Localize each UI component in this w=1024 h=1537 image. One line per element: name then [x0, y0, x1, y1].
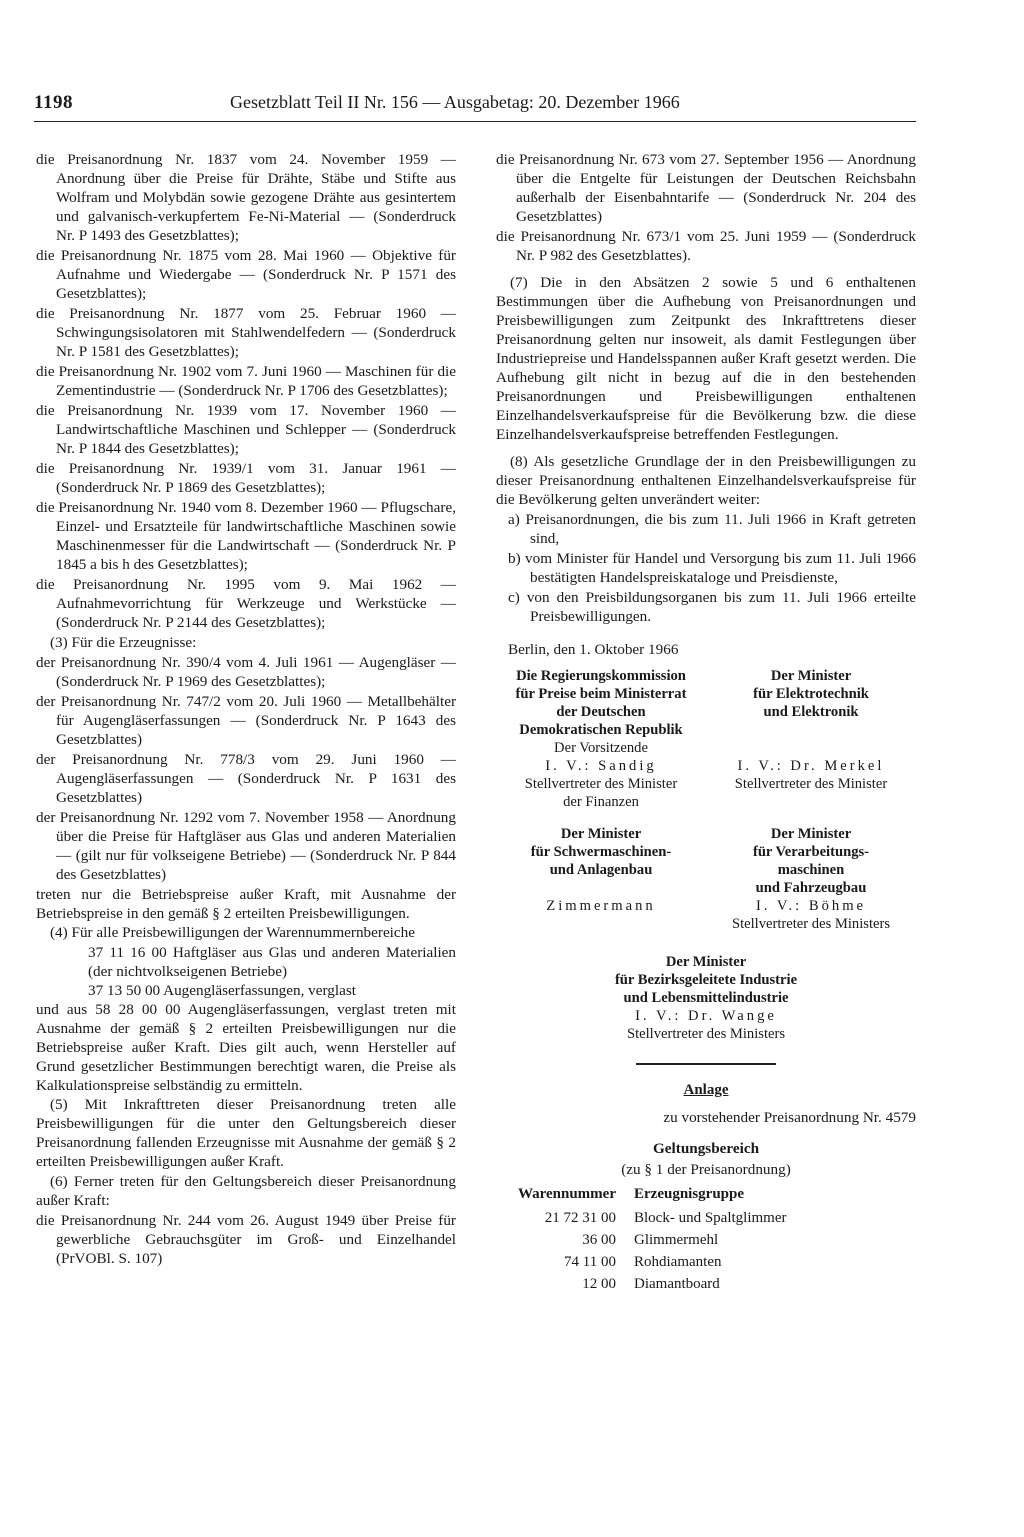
- signatory-org: Die Regierungskommission: [516, 668, 686, 684]
- list-item: die Preisanordnung Nr. 1875 vom 28. Mai 1960 — Objektive für Aufnahme und Wiedergabe — (Sonderdruck Nr. P 1571 des Gesetzblattes);: [36, 247, 456, 302]
- right-column: [496, 150, 916, 1296]
- annex-title: Anlage: [683, 1082, 729, 1098]
- annex-reference: zu vorstehender Preisanordnung Nr. 4579: [663, 1109, 916, 1126]
- paragraph-3-end: treten nur die Betriebspreise außer Kraft, mit Ausnahme der Betriebspreise in den gemäß § 2 erteilten Preisbewilligungen.: [36, 886, 456, 922]
- signature-block: [496, 667, 706, 811]
- signatory-org: für Bezirksgeleitete Industrie: [614, 972, 798, 988]
- signatory-org: Der Minister: [770, 668, 852, 684]
- list-item: die Preisanordnung Nr. 673/1 vom 25. Juni 1959 — (Sonderdruck Nr. P 982 des Gesetzblattes).: [496, 228, 916, 264]
- goods-group: Rohdiamanten: [634, 1254, 722, 1270]
- goods-number: 74 11 00: [564, 1254, 616, 1270]
- signatory-org: und Fahrzeugbau: [755, 880, 867, 896]
- goods-number-line: 37 11 16 00 Haftgläser aus Glas und anderen Materialien (der nichtvolkseigenen Betriebe): [88, 944, 456, 980]
- table-header-row: [496, 1185, 786, 1208]
- section-divider: [636, 1063, 776, 1065]
- goods-group: Diamantboard: [634, 1276, 720, 1292]
- header-rule: [34, 121, 916, 122]
- list-item: der Preisanordnung Nr. 778/3 vom 29. Juni 1960 — Augengläserfassungen — (Sonderdruck Nr. P 1631 des Gesetzblattes): [36, 751, 456, 806]
- page-header: [34, 92, 916, 124]
- signatory-role: Der Vorsitzende: [554, 740, 648, 756]
- goods-number-line: 37 13 50 00 Augengläserfassungen, verglast: [88, 982, 356, 999]
- signatory-org: maschinen: [777, 862, 845, 878]
- list-item: die Preisanordnung Nr. 1940 vom 8. Dezember 1960 — Pflugschare, Einzel- und Ersatzteile für landwirtschaftliche Maschinen sowie Maschinenmesser für die Landwirtschaft — (Sonderdruck Nr. P 1845 a bis h des Gesetzblattes);: [36, 499, 456, 573]
- table-row: [496, 1230, 786, 1252]
- signature-block: [706, 825, 916, 933]
- signature-grid: [496, 667, 916, 947]
- list-item: der Preisanordnung Nr. 390/4 vom 4. Juli 1961 — Augengläser — (Sonderdruck Nr. P 1969 des Gesetzblattes);: [36, 654, 456, 690]
- list-item: der Preisanordnung Nr. 747/2 vom 20. Juli 1960 — Metallbehälter für Augengläserfassungen — (Sonderdruck Nr. P 1643 des Gesetzblattes): [36, 693, 456, 748]
- paragraph-4-end: und aus 58 28 00 00 Augengläserfassungen, verglast treten mit Ausnahme der gemäß § 2 erteilten Preisbewilligungen nur die Betriebspreise außer Kraft. Dies gilt auch, wenn Hersteller auf Grund gesetzlicher Bestimmungen berechtigt waren, die Preise als Kalkulationspreise selbständig zu ermitteln.: [36, 1001, 456, 1094]
- place-and-date: Berlin, den 1. Oktober 1966: [508, 641, 679, 658]
- signatory-name: I. V.: Böhme: [755, 898, 867, 914]
- page-number: 1198: [34, 92, 73, 113]
- goods-number: 36 00: [582, 1232, 616, 1248]
- signatory-org: Der Minister: [770, 826, 852, 842]
- signatory-deputy: Stellvertreter des Ministers: [626, 1026, 786, 1042]
- signatory-org: Der Minister: [665, 954, 747, 970]
- signatory-org: Der Minister: [560, 826, 642, 842]
- paragraph-8: (8) Als gesetzliche Grundlage der in den Preisbewilligungen zu dieser Preisanordnung enthaltenen Einzelhandelsverkaufspreise für die Bevölkerung gelten unverändert weiter:: [496, 453, 916, 508]
- list-item: die Preisanordnung Nr. 1877 vom 25. Februar 1960 — Schwingungsisolatoren mit Stahlwendelfedern — (Sonderdruck Nr. P 1581 des Gesetzblattes);: [36, 305, 456, 360]
- list-item: die Preisanordnung Nr. 673 vom 27. September 1956 — Anordnung über die Entgelte für Leistungen der Deutschen Reichsbahn außerhalb der Eisenbahntarife — (Sonderdruck Nr. 204 des Gesetzblattes): [496, 151, 916, 225]
- paragraph-3: (3) Für die Erzeugnisse:: [50, 634, 197, 651]
- list-item: der Preisanordnung Nr. 1292 vom 7. November 1958 — Anordnung über die Preise für Haftgläser aus Glas und anderen Materialien — (gilt nur für volkseigene Betriebe) — (Sonderdruck Nr. P 844 des Gesetzblattes): [36, 809, 456, 883]
- column-header: Warennummer: [517, 1186, 616, 1202]
- signatory-deputy: Stellvertreter des Minister: [734, 776, 888, 792]
- list-item: die Preisanordnung Nr. 244 vom 26. August 1949 über Preise für gewerbliche Gebrauchsgüter im Groß- und Einzelhandel (PrVOBl. S. 107): [36, 1212, 456, 1267]
- list-item: die Preisanordnung Nr. 1902 vom 7. Juni 1960 — Maschinen für die Zementindustrie — (Sonderdruck Nr. P 1706 des Gesetzblattes);: [36, 363, 456, 399]
- signatory-org: für Verarbeitungs-: [752, 844, 870, 860]
- table-row: [496, 1208, 786, 1230]
- list-item: die Preisanordnung Nr. 1939 vom 17. November 1960 — Landwirtschaftliche Maschinen und Schlepper — (Sonderdruck Nr. P 1844 des Gesetzblattes);: [36, 402, 456, 457]
- signatory-name: I. V.: Dr. Wange: [635, 1008, 777, 1024]
- left-column: [36, 150, 456, 1269]
- list-item: die Preisanordnung Nr. 1939/1 vom 31. Januar 1961 — (Sonderdruck Nr. P 1869 des Gesetzblattes);: [36, 460, 456, 496]
- list-item: b) vom Minister für Handel und Versorgung bis zum 11. Juli 1966 bestätigten Handelspreiskataloge und Preisdienste,: [508, 550, 916, 586]
- running-title: Gesetzblatt Teil II Nr. 156 — Ausgabetag: 20. Dezember 1966: [230, 92, 680, 112]
- signatory-name: I. V.: Sandig: [545, 758, 657, 774]
- paragraph-7: (7) Die in den Absätzen 2 sowie 5 und 6 enthaltenen Bestimmungen über die Aufhebung von Preisanordnungen und Preisbewilligungen zum Zeitpunkt des Inkrafttretens dieser Preisanordnung gelten nur insoweit, als damit Festlegungen über Industriepreise und Handelsspannen außer Kraft gesetzt werden. Die Aufhebung gilt nicht in bezug auf die in den bestehenden Preisanordnungen und Preisbewilligungen enthaltenen Einzelhandelsverkaufspreise für die Bevölkerung bzw. die diese Einzelhandelsverkaufspreise betreffenden Festlegungen.: [496, 274, 916, 443]
- table-row: [496, 1274, 786, 1296]
- goods-group: Block- und Spaltglimmer: [634, 1210, 787, 1226]
- paragraph-4: (4) Für alle Preisbewilligungen der Warennummernbereiche: [50, 924, 415, 941]
- paragraph-6: (6) Ferner treten für den Geltungsbereich dieser Preisanordnung außer Kraft:: [36, 1173, 456, 1209]
- signatory-org: und Lebensmittelindustrie: [623, 990, 789, 1006]
- list-item: die Preisanordnung Nr. 1837 vom 24. November 1959 — Anordnung über die Preise für Drähte, Stäbe und Stifte aus Wolfram und Molybdän sowie gezogene Drähte aus gesintertem und galvanisch-verkupfertem Fe-Ni-Material — (Sonderdruck Nr. P 1493 des Gesetzblattes);: [36, 151, 456, 244]
- signatory-org: für Preise beim Ministerrat: [515, 686, 687, 702]
- signatory-deputy: der Finanzen: [563, 794, 639, 810]
- signatory-org: Demokratischen Republik: [519, 722, 683, 738]
- list-item: a) Preisanordnungen, die bis zum 11. Juli 1966 in Kraft getreten sind,: [508, 511, 916, 547]
- signatory-name: Zimmermann: [546, 898, 656, 914]
- table-row: [496, 1252, 786, 1274]
- goods-group: Glimmermehl: [634, 1232, 719, 1248]
- signatory-org: und Anlagenbau: [549, 862, 653, 878]
- goods-table: [496, 1185, 786, 1296]
- scope-title: Geltungsbereich: [652, 1140, 760, 1157]
- signature-block: [496, 953, 916, 1043]
- list-item: c) von den Preisbildungsorganen bis zum 11. Juli 1966 erteilte Preisbewilligungen.: [508, 589, 916, 625]
- signatory-deputy: Stellvertreter des Ministers: [731, 916, 891, 932]
- scope-subtitle: (zu § 1 der Preisanordnung): [621, 1161, 791, 1178]
- paragraph-5: (5) Mit Inkrafttreten dieser Preisanordnung treten alle Preisbewilligungen für die unter den Geltungsbereich dieser Preisanordnung fallenden Erzeugnisse mit Ausnahme der gemäß § 2 erteilten Preisbewilligungen außer Kraft.: [36, 1096, 456, 1170]
- signatory-org: für Elektrotechnik: [753, 686, 869, 702]
- signatory-name: I. V.: Dr. Merkel: [737, 758, 885, 774]
- signatory-org: und Elektronik: [763, 704, 859, 720]
- goods-number: 21 72 31 00: [544, 1210, 616, 1226]
- signature-block: [706, 667, 916, 811]
- signature-block: [496, 825, 706, 933]
- column-header: Erzeugnisgruppe: [634, 1186, 745, 1202]
- goods-number: 12 00: [582, 1276, 616, 1292]
- signatory-org: für Schwermaschinen-: [530, 844, 672, 860]
- signatory-org: der Deutschen: [556, 704, 646, 720]
- list-item: die Preisanordnung Nr. 1995 vom 9. Mai 1962 — Aufnahmevorrichtung für Werkzeuge und Werkstücke — (Sonderdruck Nr. P 2144 des Gesetzblattes);: [36, 576, 456, 631]
- signatory-deputy: Stellvertreter des Minister: [524, 776, 678, 792]
